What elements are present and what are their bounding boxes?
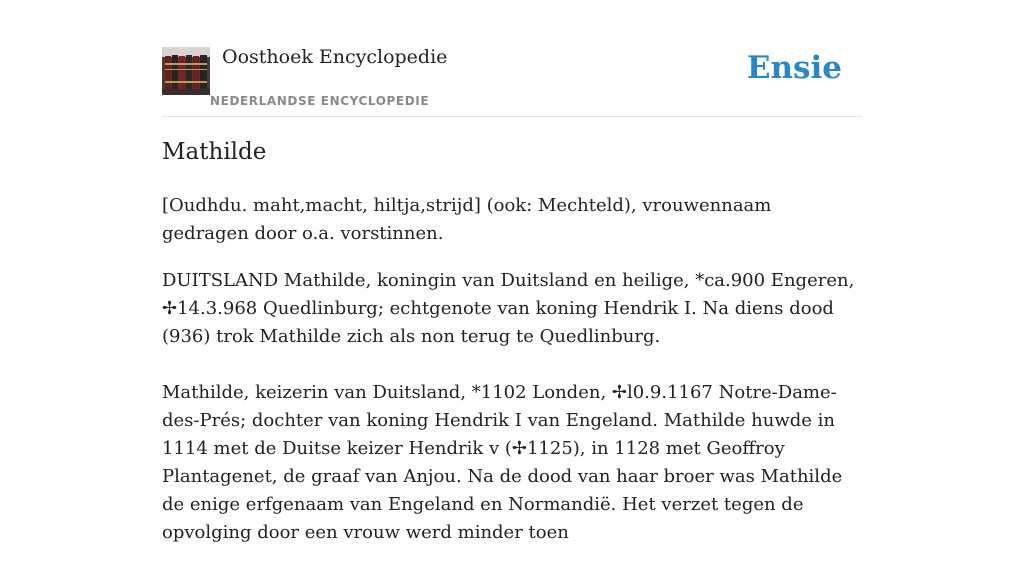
article-paragraph-keizerin: Mathilde, keizerin van Duitsland, *1102 Londen, ✢l0.9.1167 Notre-Dame-des-Prés; dochter van koning Hendrik I van Engeland. Mathilde huwde in 1114 met de Duitse keizer Hendrik v (✢1125), in 1128 met Geoffroy Plantagenet, de graaf van Anjou. Na de dood van haar broer was Mathilde de enige erfgenaam van Engeland en Normandië. Het verzet tegen de opvolging door een vrouw werd minder toen: [162, 382, 843, 543]
article-paragraph-intro: [Oudhdu. maht,macht, hiltja,strijd] (ook: Mechteld), vrouwennaam gedragen door o.a. vorstinnen.: [162, 195, 772, 244]
encyclopedia-books-icon[interactable]: [162, 47, 210, 95]
site-header: [162, 0, 862, 117]
page: [162, 0, 862, 543]
article-title: Mathilde: [162, 139, 267, 165]
site-subtitle: NEDERLANDSE ENCYCLOPEDIE: [210, 94, 430, 108]
site-title[interactable]: Oosthoek Encyclopedie: [222, 46, 448, 68]
article-body: [162, 192, 862, 566]
article-paragraph-duitsland: DUITSLAND Mathilde, koningin van Duitsland en heilige, *ca.900 Engeren, ✢14.3.968 Quedlinburg; echtgenote van koning Hendrik I. Na diens dood (936) trok Mathilde zich als non terug te Quedlinburg.: [162, 270, 855, 347]
brand-logo-link[interactable]: Ensie: [746, 50, 842, 86]
